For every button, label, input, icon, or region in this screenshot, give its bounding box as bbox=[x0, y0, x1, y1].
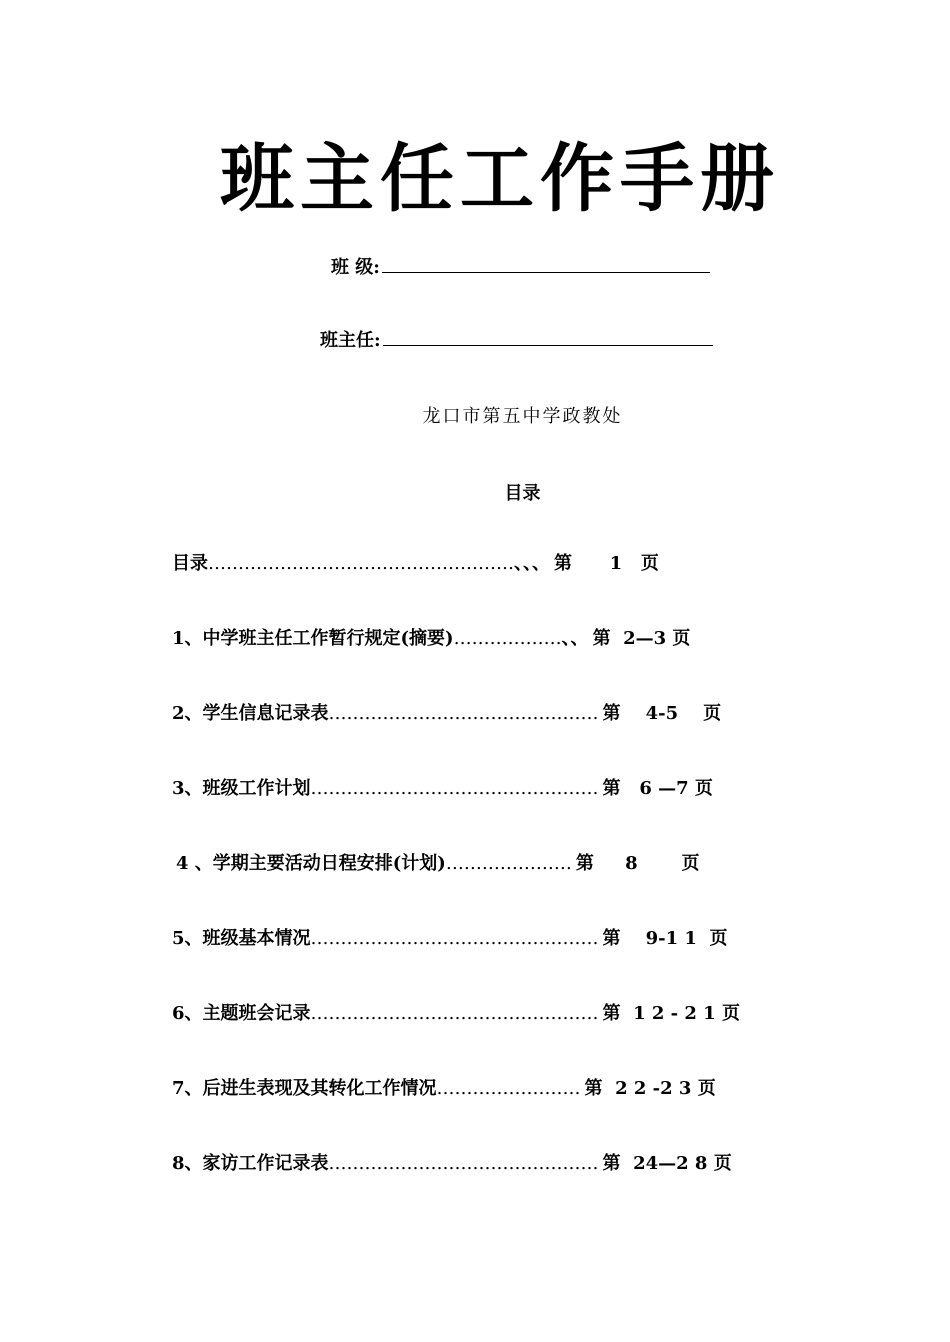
toc-entry-separator: 、、 bbox=[561, 628, 589, 649]
toc-entry bbox=[172, 1002, 740, 1026]
toc-entry-label: 8、家访工作记录表 bbox=[172, 1153, 329, 1174]
toc-entry bbox=[172, 1077, 716, 1101]
toc-entry bbox=[172, 777, 713, 801]
toc-entry bbox=[176, 852, 700, 876]
toc-entry-label: 7、后进生表现及其转化工作情况 bbox=[172, 1078, 437, 1099]
toc-entry bbox=[172, 927, 727, 951]
toc-heading: 目录 bbox=[504, 483, 541, 504]
toc-entry-label: 2、学生信息记录表 bbox=[172, 703, 329, 724]
toc-entry bbox=[172, 702, 721, 726]
toc-entry-label: 6、主题班会记录 bbox=[172, 1003, 311, 1024]
toc-entry-leader: …………………… bbox=[436, 1078, 581, 1099]
toc-entry-leader: ……………………………………… bbox=[328, 1153, 599, 1174]
toc-entry-page: 第 6 —7 页 bbox=[602, 778, 713, 799]
teacher-blank-line bbox=[383, 328, 713, 346]
toc-entry bbox=[172, 627, 690, 651]
toc-entry-leader: ………………………………………… bbox=[310, 778, 599, 799]
toc-entry-label: 1、中学班主任工作暂行规定(摘要) bbox=[172, 628, 454, 649]
toc-entry-leader: ……………………………………… bbox=[328, 703, 599, 724]
toc-entry-leader: ………………… bbox=[445, 853, 572, 874]
class-field bbox=[331, 255, 710, 280]
toc-entry-leader: …………………………………………… bbox=[208, 553, 514, 574]
issuing-office: 龙口市第五中学政教处 bbox=[422, 406, 623, 427]
document-title: 班主任工作手册 bbox=[220, 136, 780, 222]
toc-entry-separator: 、、、 bbox=[514, 553, 550, 574]
class-blank-line bbox=[382, 255, 710, 273]
toc-entry bbox=[172, 552, 659, 576]
toc-entry-label: 5、班级基本情况 bbox=[172, 928, 311, 949]
toc-entry-page: 第 24—2 8 页 bbox=[602, 1153, 732, 1174]
toc-entry bbox=[172, 1152, 732, 1176]
toc-entry-label: 4 、学期主要活动日程安排(计划) bbox=[176, 853, 446, 874]
toc-entry-page: 第 1 2 - 2 1 页 bbox=[602, 1003, 740, 1024]
class-label: 班 级: bbox=[331, 257, 380, 278]
toc-entry-leader: ………………………………………… bbox=[310, 928, 599, 949]
toc-entry-page: 第 9-1 1 页 bbox=[602, 928, 728, 949]
toc-entry-page: 第 8 页 bbox=[575, 853, 700, 874]
toc-entry-leader: ……………… bbox=[453, 628, 562, 649]
teacher-field bbox=[320, 328, 713, 353]
toc-entry-leader: ………………………………………… bbox=[310, 1003, 599, 1024]
toc-entry-page: 第 2 2 -2 3 页 bbox=[584, 1078, 716, 1099]
toc-entry-label: 3、班级工作计划 bbox=[172, 778, 311, 799]
toc-entry-label: 目录 bbox=[172, 553, 208, 574]
toc-entry-page: 第 4-5 页 bbox=[602, 703, 722, 724]
teacher-label: 班主任: bbox=[320, 330, 381, 351]
toc-entry-page: 第 1 页 bbox=[554, 553, 659, 574]
toc-entry-page: 第 2—3 页 bbox=[592, 628, 691, 649]
